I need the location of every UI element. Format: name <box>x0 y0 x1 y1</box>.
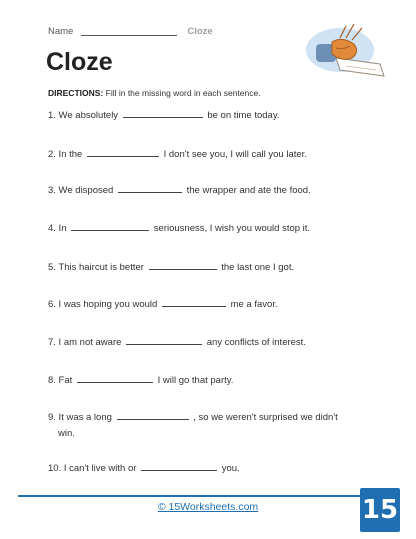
answer-blank[interactable] <box>149 259 217 270</box>
answer-blank[interactable] <box>77 372 153 383</box>
question-text: me a favor. <box>230 299 278 310</box>
worksheet-topic: Cloze <box>187 26 213 37</box>
question-text: any conflicts of interest. <box>206 337 306 348</box>
question-text: the last one I got. <box>221 262 295 273</box>
question-9 <box>48 409 368 442</box>
question-text: you. <box>221 463 240 474</box>
question-2 <box>48 146 368 163</box>
question-5 <box>48 259 368 276</box>
question-text: 7. I am not aware <box>48 337 122 348</box>
question-text: , so we weren't surprised we didn't <box>193 412 338 423</box>
question-text: I will go that party. <box>157 375 234 386</box>
question-text: 8. Fat <box>48 375 73 386</box>
name-line <box>81 27 177 36</box>
question-4 <box>48 220 368 237</box>
answer-blank[interactable] <box>126 334 202 345</box>
question-text: seriousness, I wish you would stop it. <box>153 223 311 234</box>
answer-blank[interactable] <box>118 182 182 193</box>
question-text: be on time today. <box>207 110 280 121</box>
directions <box>48 88 261 98</box>
question-8 <box>48 372 368 389</box>
directions-text: Fill in the missing word in each sentence. <box>105 88 261 98</box>
question-7 <box>48 334 368 351</box>
directions-label: DIRECTIONS: <box>48 88 104 98</box>
question-3 <box>48 182 368 199</box>
question-text: 3. We disposed <box>48 185 114 196</box>
question-text: 6. I was hoping you would <box>48 299 158 310</box>
question-text: 2. In the <box>48 149 83 160</box>
question-text: 5. This haircut is better <box>48 262 144 273</box>
question-10 <box>48 460 368 477</box>
question-text: I don't see you, I will call you later. <box>163 149 307 160</box>
footer-divider <box>18 495 398 497</box>
question-text: the wrapper and ate the food. <box>186 185 311 196</box>
answer-blank[interactable] <box>87 146 159 157</box>
question-text: 10. I can't live with or <box>48 463 137 474</box>
question-text: 1. We absolutely <box>48 110 119 121</box>
name-label: Name <box>48 26 74 37</box>
answer-blank[interactable] <box>123 107 203 118</box>
answer-blank[interactable] <box>162 296 226 307</box>
question-text-continued: win. <box>58 428 75 439</box>
question-text: 4. In <box>48 223 67 234</box>
question-text: 9. It was a long <box>48 412 112 423</box>
answer-blank[interactable] <box>71 220 149 231</box>
question-6 <box>48 296 368 313</box>
name-row <box>48 26 213 37</box>
page-title: Cloze <box>46 48 113 76</box>
answer-blank[interactable] <box>141 460 217 471</box>
footer-copyright-link[interactable]: © 15Worksheets.com <box>157 501 259 513</box>
answer-blank[interactable] <box>117 409 189 420</box>
hands-writing-illustration <box>296 14 388 78</box>
question-1 <box>48 107 368 124</box>
brand-logo: 15 <box>360 488 400 532</box>
